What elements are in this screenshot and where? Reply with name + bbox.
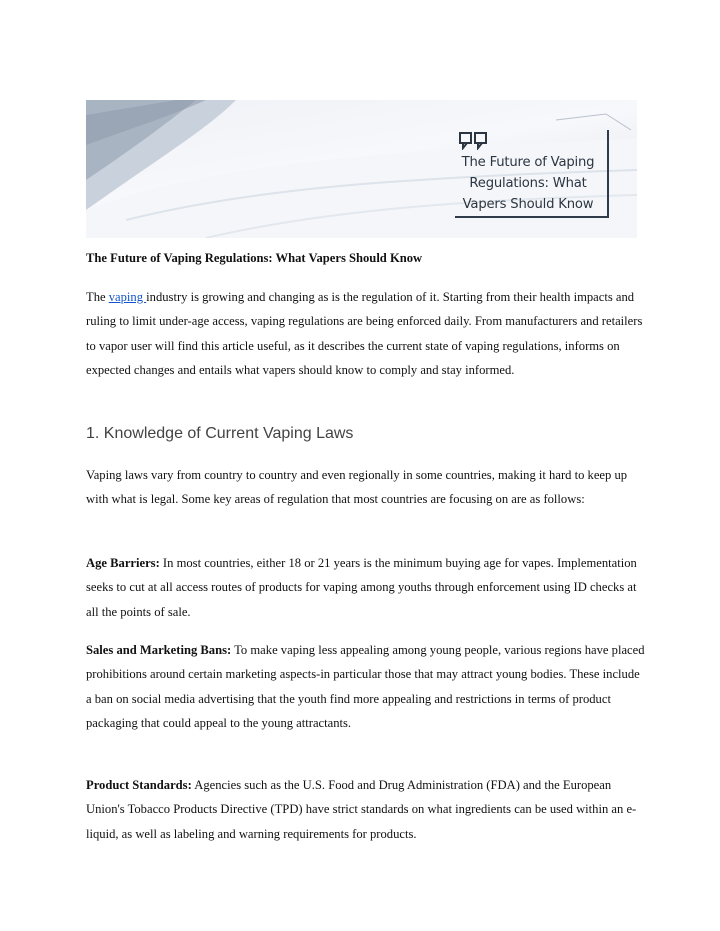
hero-image-title: The Future of Vaping Regulations: What Vapers Should Know (461, 155, 595, 212)
hero-image (86, 100, 637, 238)
vaping-link[interactable]: vaping (108, 290, 147, 304)
product-standards-text: Agencies such as the U.S. Food and Drug Administration (FDA) and the European Union's Tobacco Products Directive (TPD) have strict standards on what ingredients can be used within an e-liquid, as well as labeling and warning requirements for products. (86, 778, 637, 841)
age-barriers-paragraph (86, 551, 646, 624)
product-standards-paragraph (86, 773, 646, 846)
section-heading: 1. Knowledge of Current Vaping Laws (86, 425, 354, 442)
intro-paragraph (86, 285, 646, 382)
sales-marketing-text: To make vaping less appealing among young people, various regions have placed prohibitions around certain marketing aspects-in particular those that may attract young bodies. These include a ban on social media advertising that the youth find more appealing and restrictions in terms of product packaging that could appeal to the young attractants. (86, 643, 645, 730)
sales-marketing-paragraph (86, 638, 646, 735)
sales-marketing-label: Sales and Marketing Bans: (86, 643, 232, 657)
age-barriers-text: In most countries, either 18 or 21 years is the minimum buying age for vapes. Implementation seeks to cut at all access routes of products for vaping among youths through enforcement using ID checks at all the points of sale. (86, 556, 637, 619)
quote-icon (459, 132, 489, 150)
product-standards-label: Product Standards: (86, 778, 192, 792)
document-title: The Future of Vaping Regulations: What Vapers Should Know (86, 251, 423, 265)
intro-text-before: The (86, 290, 109, 304)
section-paragraph: Vaping laws vary from country to country and even regionally in some countries, making it hard to keep up with what is legal. Some key areas of regulation that most countries are focusing on are as follows: (86, 468, 628, 507)
age-barriers-label: Age Barriers: (86, 556, 160, 570)
intro-text-after: industry is growing and changing as is the regulation of it. Starting from their health impacts and ruling to limit under-age access, vaping regulations are being enforced daily. From manufacturers and retailers to vapor user will find this article useful, as it describes the current state of vaping regulations, informs on expected changes and entails what vapers should know to comply and stay informed. (86, 290, 643, 377)
